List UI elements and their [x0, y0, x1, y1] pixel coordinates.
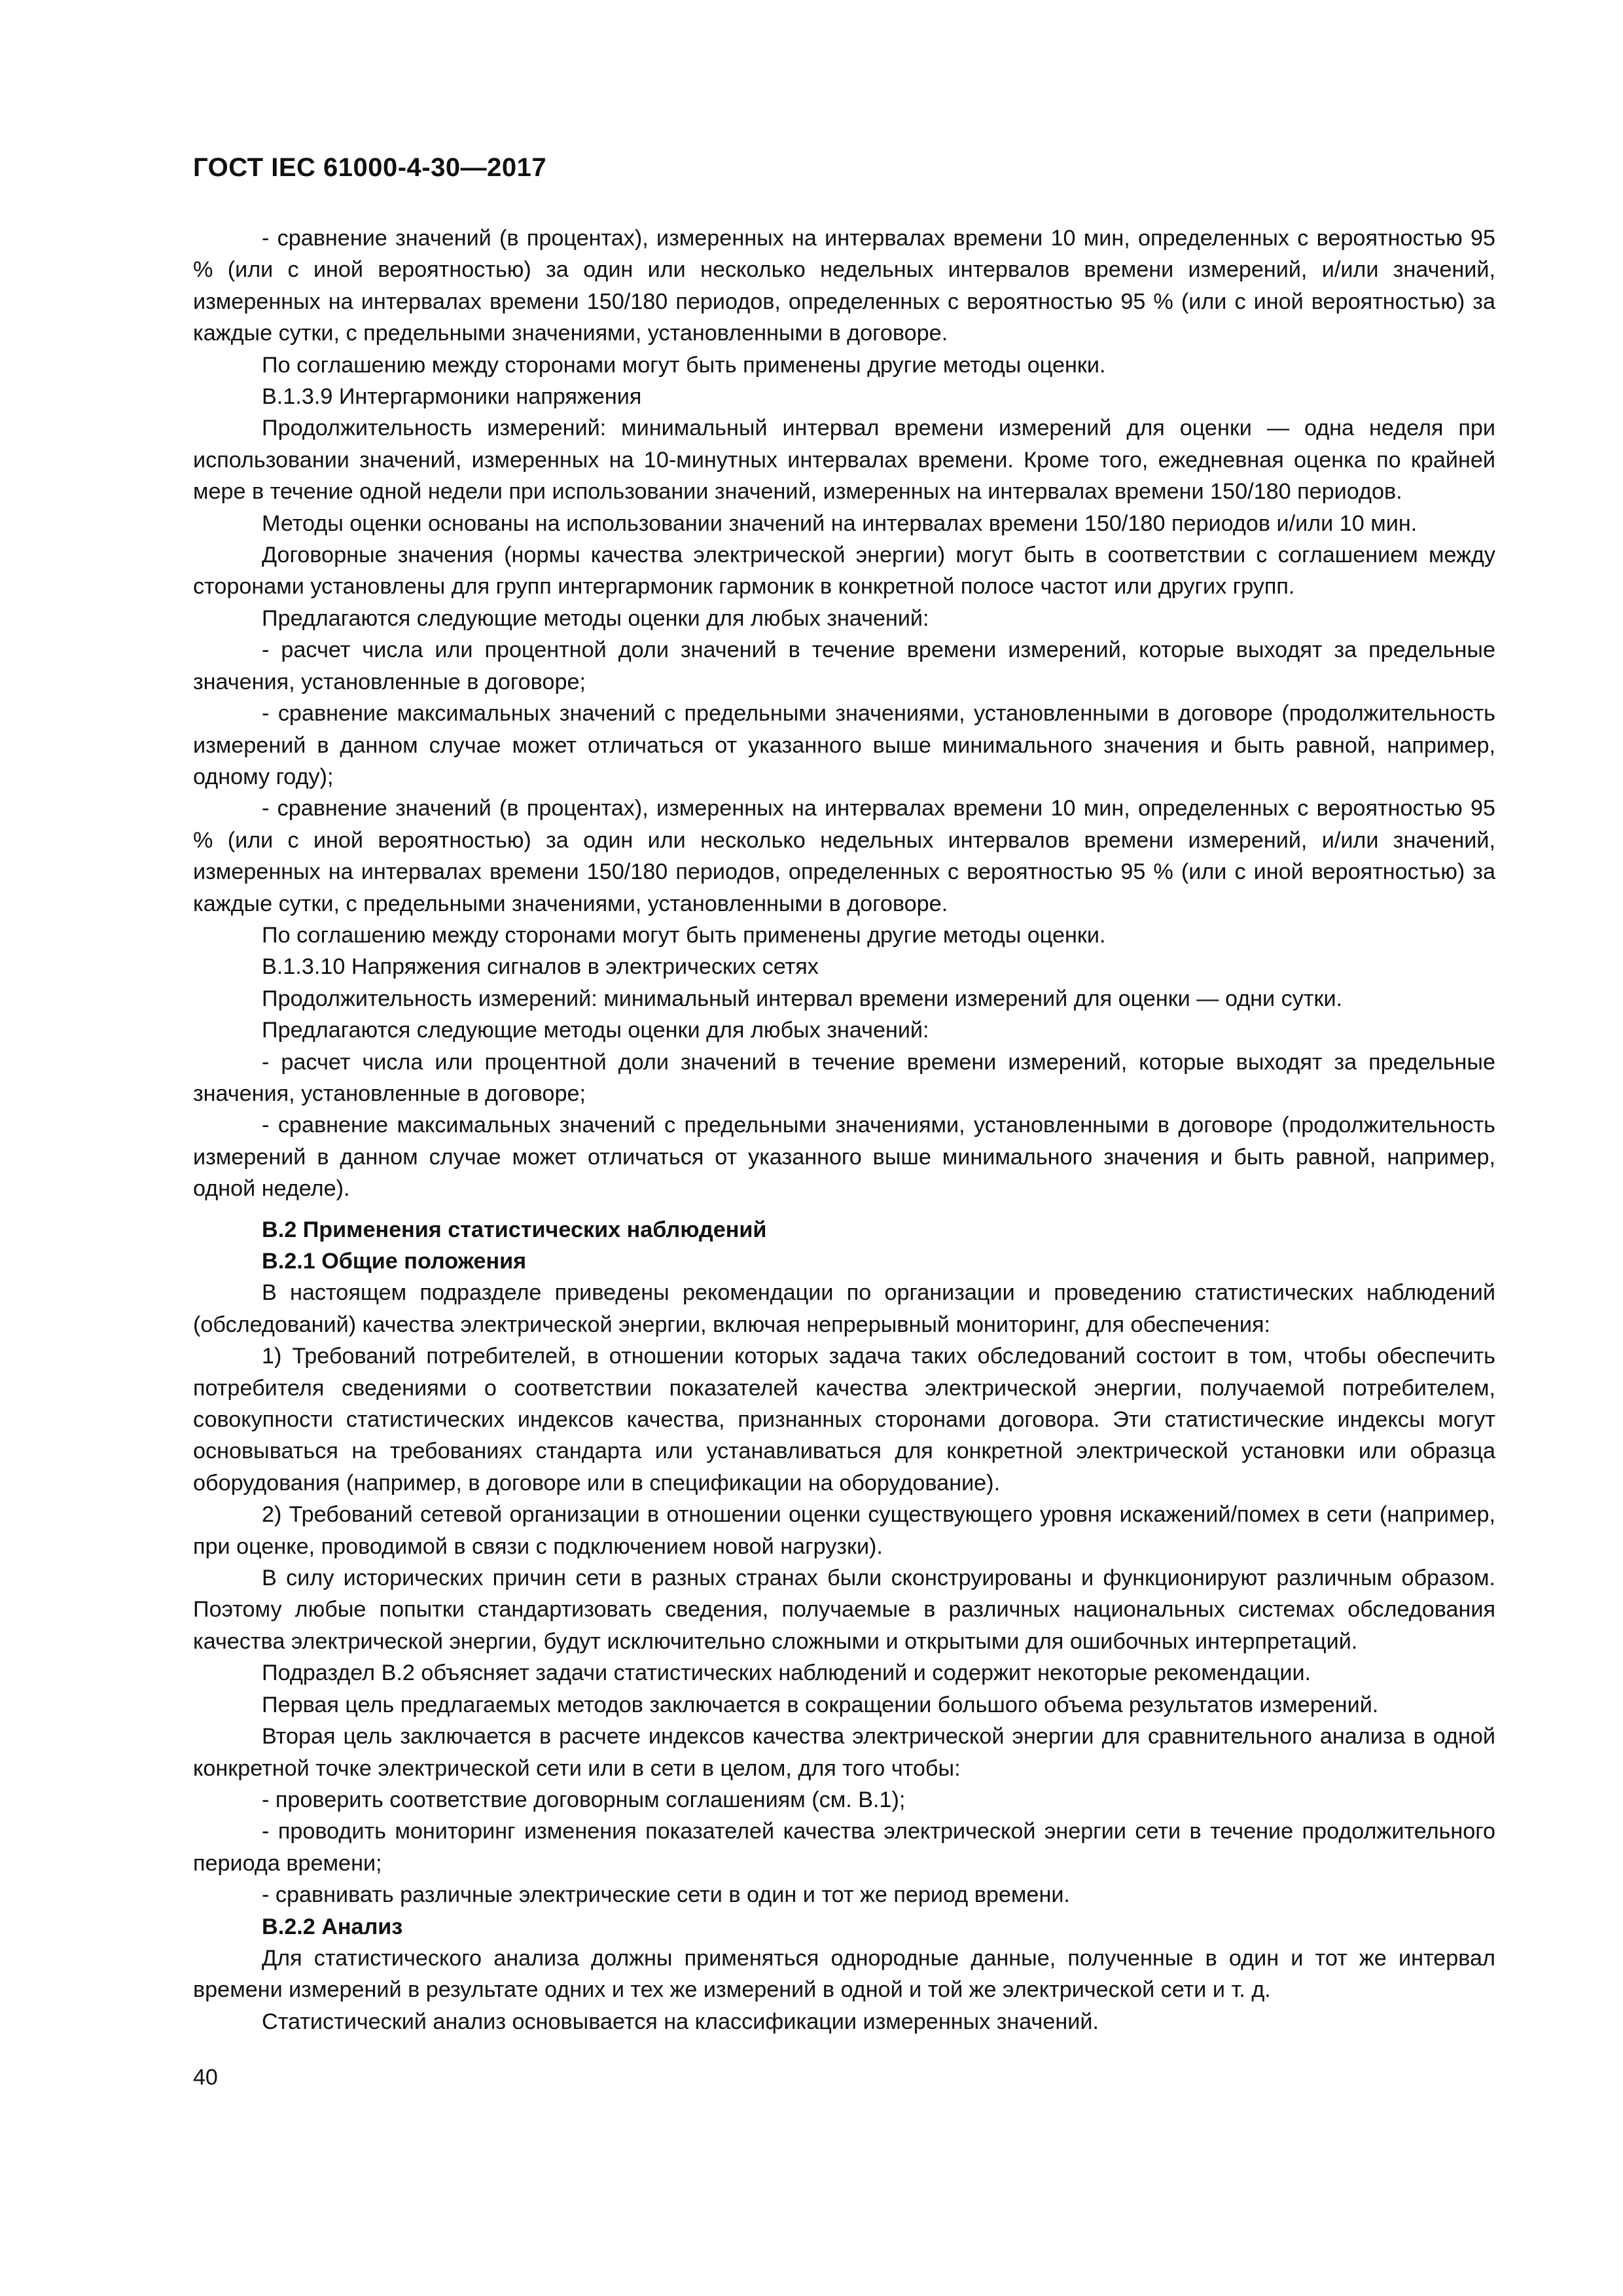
- paragraph: Вторая цель заключается в расчете индексов качества электрической энергии для сравнительного анализа в одной конкретной точке электрической сети или в сети в целом, для того чтобы:: [193, 1724, 1495, 1781]
- subsection-title: В.1.3.10 Напряжения сигналов в электрических сетях: [262, 954, 819, 980]
- paragraph: По соглашению между сторонами могут быть применены другие методы оценки.: [262, 922, 1106, 948]
- list-item: - сравнение значений (в процентах), измеренных на интервалах времени 10 мин, определенных с вероятностью 95 % (или с иной вероятностью) за один или несколько недельных интервалов времени измерений, и/или значений, измеренных на интервалах времени 150/180 периодов, определенных с вероятностью 95 % (или с иной вероятностью) за каждые сутки, с предельными значениями, установленными в договоре.: [193, 796, 1495, 916]
- subsection-heading: В.2.1 Общие положения: [262, 1249, 527, 1274]
- paragraph: 1) Требований потребителей, в отношении которых задача таких обследований состоит в том, чтобы обеспечить потребителя сведениями о соответствии показателей качества электрической энергии, получаемой потребителем, совокупности статистических индексов качества, признанных сторонами договора. Эти статистические индексы могут основываться на требованиях стандарта или устанавливаться для конкретной электрической установки или образца оборудования (например, в договоре или в спецификации на оборудование).: [193, 1344, 1495, 1496]
- paragraph: Подраздел В.2 объясняет задачи статистических наблюдений и содержит некоторые рекомендации.: [262, 1660, 1311, 1686]
- list-item: - сравнение максимальных значений с предельными значениями, установленными в договоре (продолжительность измерений в данном случае может отличаться от указанного выше минимального значения и быть равной, например, одной неделе).: [193, 1113, 1495, 1202]
- paragraph: 2) Требований сетевой организации в отношении оценки существующего уровня искажений/помех в сети (например, при оценке, проводимой в связи с подключением новой нагрузки).: [193, 1502, 1495, 1559]
- section-heading: В.2 Применения статистических наблюдений: [262, 1217, 767, 1242]
- page-number: 40: [193, 2065, 218, 2090]
- paragraph: По соглашению между сторонами могут быть применены другие методы оценки.: [262, 352, 1106, 378]
- list-item: - проверить соответствие договорным соглашениям (см. В.1);: [262, 1787, 906, 1812]
- paragraph: Первая цель предлагаемых методов заключается в сокращении большого объема результатов измерений.: [262, 1692, 1379, 1717]
- paragraph: - сравнение значений (в процентах), измеренных на интервалах времени 10 мин, определенных с вероятностью 95 % (или с иной вероятностью) за один или несколько недельных интервалов времени измерений, и/или значений, измеренных на интервалах времени 150/180 периодов, определенных с вероятностью 95 % (или с иной вероятностью) за каждые сутки, с предельными значениями, установленными в договоре.: [193, 226, 1495, 346]
- paragraph: Продолжительность измерений: минимальный интервал времени измерений для оценки — одни сутки.: [262, 986, 1343, 1011]
- paragraph: Статистический анализ основывается на классификации измеренных значений.: [262, 2009, 1099, 2034]
- list-item: - расчет числа или процентной доли значений в течение времени измерений, которые выходят за предельные значения, установленные в договоре;: [193, 637, 1495, 694]
- list-item: - расчет числа или процентной доли значений в течение времени измерений, которые выходят за предельные значения, установленные в договоре;: [193, 1049, 1495, 1106]
- subsection-title: В.1.3.9 Интергармоники напряжения: [262, 384, 642, 410]
- paragraph: Для статистического анализа должны применяться однородные данные, полученные в один и тот же интервал времени измерений в результате одних и тех же измерений в одной и той же электрической сети и т. д.: [193, 1945, 1495, 2003]
- document-header: ГОСТ IEC 61000-4-30—2017: [193, 153, 547, 182]
- subsection-heading: В.2.2 Анализ: [262, 1914, 403, 1939]
- document-body: [193, 223, 1495, 2037]
- paragraph: Предлагаются следующие методы оценки для любых значений:: [262, 1018, 929, 1043]
- list-item: - проводить мониторинг изменения показателей качества электрической энергии сети в течение продолжительного периода времени;: [193, 1819, 1495, 1876]
- paragraph: Предлагаются следующие методы оценки для любых значений:: [262, 605, 929, 631]
- paragraph: Методы оценки основаны на использовании значений на интервалах времени 150/180 периодов и/или 10 мин.: [262, 511, 1418, 536]
- paragraph: В настоящем подразделе приведены рекомендации по организации и проведению статистических наблюдений (обследований) качества электрической энергии, включая непрерывный мониторинг, для обеспечения:: [193, 1280, 1495, 1337]
- list-item: - сравнение максимальных значений с предельными значениями, установленными в договоре (продолжительность измерений в данном случае может отличаться от указанного выше минимального значения и быть равной, например, одному году);: [193, 701, 1495, 789]
- paragraph: Договорные значения (нормы качества электрической энергии) могут быть в соответствии с соглашением между сторонами установлены для групп интергармоник гармоник в конкретной полосе частот или других групп.: [193, 543, 1495, 600]
- paragraph: Продолжительность измерений: минимальный интервал времени измерений для оценки — одна неделя при использовании значений, измеренных на 10-минутных интервалах времени. Кроме того, ежедневная оценка по крайней мере в течение одной недели при использовании значений, измеренных на интервалах времени 150/180 периодов.: [193, 416, 1495, 505]
- paragraph: В силу исторических причин сети в разных странах были сконструированы и функционируют различным образом. Поэтому любые попытки стандартизовать сведения, получаемые в различных национальных системах обследования качества электрической энергии, будут исключительно сложными и открытыми для ошибочных интерпретаций.: [193, 1566, 1495, 1654]
- list-item: - сравнивать различные электрические сети в один и тот же период времени.: [262, 1882, 1070, 1908]
